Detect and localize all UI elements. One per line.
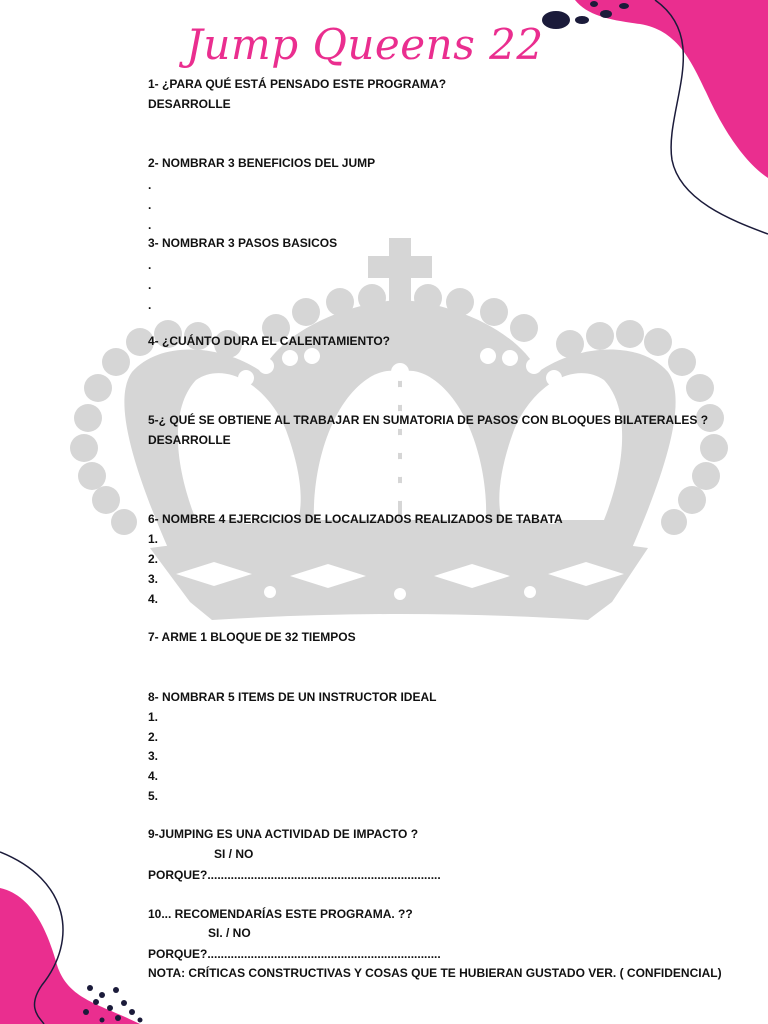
list-item: 2. — [148, 730, 159, 744]
question-1: 1- ¿PARA QUÉ ESTÁ PENSADO ESTE PROGRAMA? — [148, 77, 447, 91]
answer-line: . — [148, 218, 152, 232]
list-item: 4. — [148, 769, 159, 783]
porque-line: PORQUE?...................................................................... — [148, 868, 441, 882]
question-3: 3- NOMBRAR 3 PASOS BASICOS — [148, 236, 338, 250]
list-item: 5. — [148, 789, 159, 803]
list-item: 2. — [148, 552, 159, 566]
yes-no-options: SI. / NO — [208, 926, 251, 940]
pink-blob-bottom-left — [0, 888, 140, 1024]
answer-line: . — [148, 278, 152, 292]
question-10: 10... RECOMENDARÍAS ESTE PROGRAMA. ?? — [148, 907, 413, 921]
answer-line: . — [148, 198, 152, 212]
question-5: 5-¿ QUÉ SE OBTIENE AL TRABAJAR EN SUMATORIA DE PASOS CON BLOQUES BILATERALES ? — [148, 413, 709, 427]
footer-note: NOTA: CRÍTICAS CONSTRUCTIVAS Y COSAS QUE TE HUBIERAN GUSTADO VER. ( CONFIDENCIAL) — [148, 966, 722, 980]
question-9: 9-JUMPING ES UNA ACTIVIDAD DE IMPACTO ? — [148, 827, 419, 841]
question-5-instruction: DESARROLLE — [148, 433, 231, 447]
porque-line: PORQUE?...................................................................... — [148, 947, 441, 961]
list-item: 3. — [148, 572, 159, 586]
answer-line: . — [148, 258, 152, 272]
question-8: 8- NOMBRAR 5 ITEMS DE UN INSTRUCTOR IDEAL — [148, 690, 437, 704]
list-item: 4. — [148, 592, 159, 606]
question-1-instruction: DESARROLLE — [148, 97, 231, 111]
yes-no-options: SI / NO — [214, 847, 254, 861]
answer-line: . — [148, 298, 152, 312]
question-7: 7- ARME 1 BLOQUE DE 32 TIEMPOS — [148, 630, 356, 644]
list-item: 3. — [148, 749, 159, 763]
list-item: 1. — [148, 532, 159, 546]
page-title: Jump Queens 22 — [186, 20, 544, 69]
answer-line: . — [148, 178, 152, 192]
crown-icon — [70, 238, 728, 620]
question-4: 4- ¿CUÁNTO DURA EL CALENTAMIENTO? — [148, 334, 390, 348]
list-item: 1. — [148, 710, 159, 724]
question-6: 6- NOMBRE 4 EJERCICIOS DE LOCALIZADOS REALIZADOS DE TABATA — [148, 512, 563, 526]
question-2: 2- NOMBRAR 3 BENEFICIOS DEL JUMP — [148, 156, 376, 170]
